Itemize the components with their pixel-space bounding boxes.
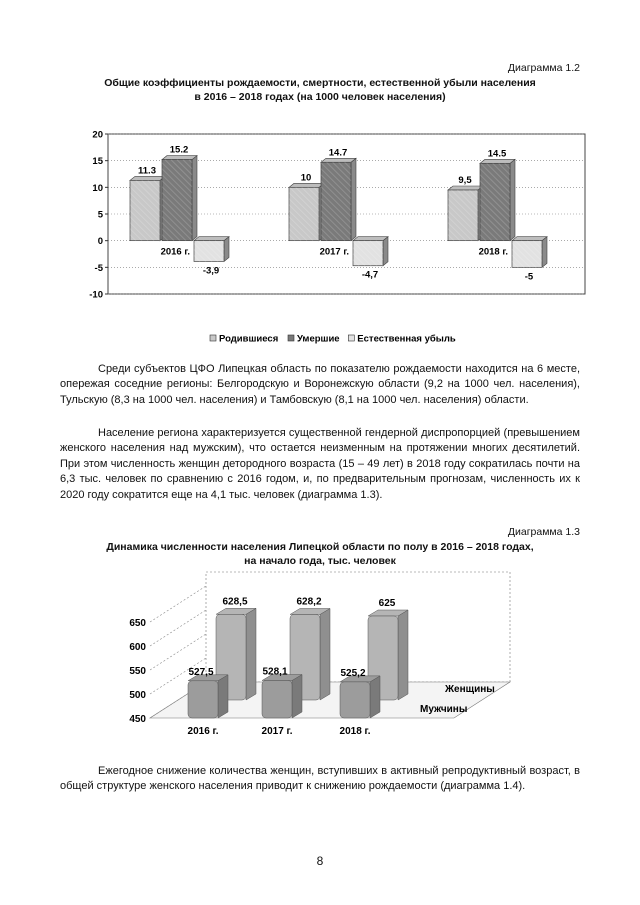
legend-label: Родившиеся [219, 333, 279, 345]
y-tick-label: 20 [92, 129, 103, 141]
bar-top [162, 156, 197, 160]
legend-swatch [288, 335, 294, 341]
bar-women-side [398, 610, 408, 700]
bar-side [383, 237, 388, 266]
data-label: -4,7 [361, 269, 379, 281]
bar-top [353, 237, 388, 241]
bar-men-side [370, 676, 380, 718]
data-label: 9,5 [458, 175, 472, 186]
bar-side [192, 156, 197, 241]
y-tick-label: 15 [92, 156, 103, 168]
data-label: 525,2 [340, 667, 366, 679]
chart-title-line1: Динамика численности населения Липецкой области по полу в 2016 – 2018 годах, [106, 541, 534, 553]
bar-men [188, 681, 218, 718]
y-tick-label: 600 [129, 642, 146, 653]
bar-top [194, 237, 229, 241]
chart-title [60, 540, 580, 568]
bar-side [351, 158, 356, 240]
diagram-label: Диаграмма 1.2 [507, 62, 580, 74]
chart-title-line2: на начало года, тыс. человек [244, 555, 396, 567]
y-tick-label: -5 [94, 262, 103, 274]
y-tick-label: -10 [89, 289, 103, 301]
bar-top [448, 186, 483, 190]
y-tick-label: 0 [97, 236, 103, 248]
data-label: 15.2 [169, 144, 189, 156]
data-label: 14.7 [328, 147, 348, 159]
gridline [150, 610, 206, 646]
bar-side [542, 237, 547, 268]
data-label: 628,2 [296, 596, 322, 608]
bar-men-side [218, 675, 228, 718]
category-label: 2018 г. [339, 726, 371, 737]
data-label: 527,5 [188, 666, 214, 678]
data-label: -3,9 [202, 265, 220, 277]
population-by-sex-chart [110, 570, 530, 740]
y-tick-label: 10 [92, 182, 103, 194]
category-label: 2017 г. [261, 726, 293, 737]
data-label: 628,5 [222, 596, 248, 608]
series-label-men: Мужчины [420, 704, 468, 715]
birth-death-chart [80, 122, 600, 354]
y-tick-label: 5 [97, 209, 103, 221]
data-label: 528,1 [262, 666, 288, 678]
gridline [150, 634, 206, 670]
series-label-women: Женщины [445, 684, 495, 695]
y-tick-label: 500 [129, 690, 146, 701]
data-label: 10 [300, 172, 312, 184]
chart-title [60, 76, 580, 104]
diagram-label: Диаграмма 1.3 [507, 526, 580, 538]
legend-label: Естественная убыль [357, 333, 456, 345]
legend-swatch [210, 335, 216, 341]
data-label: 11.3 [138, 165, 156, 177]
y-tick-label: 550 [129, 666, 146, 677]
bar-top [321, 158, 356, 162]
bar-top [512, 237, 547, 241]
category-label: 2016 г. [160, 246, 190, 258]
y-tick-label: 450 [129, 714, 146, 725]
bar-women-side [320, 608, 330, 700]
legend-swatch [348, 335, 354, 341]
paragraph-2: Население региона характеризуется существенной гендерной диспропорцией (превышением женского населения над мужским), что остается неизменным на протяжении многих десятилетий. При этом численность женщин детородного возраста (15 – 49 лет) в 2018 году сократилась почти на 6,3 тыс. человек по сравнению с 2016 годом, и, по предварительным прогнозам, численность их к 2020 году сократится еще на 4,1 тыс. человек (диаграмма 1.3). [60, 427, 580, 501]
data-label: 625 [378, 598, 396, 609]
legend-label: Умершие [297, 333, 340, 345]
paragraph-3: Ежегодное снижение количества женщин, вступивших в активный репродуктивный возраст, в общей структуре женского населения приводит к снижению рождаемости (диаграмма 1.4). [60, 765, 580, 793]
bar-men-side [292, 675, 302, 718]
bar-top [480, 159, 515, 163]
category-label: 2016 г. [187, 726, 219, 737]
page-number: 8 [316, 854, 324, 868]
bar-top [130, 176, 165, 180]
bar-top [289, 183, 324, 187]
bar-side [510, 159, 515, 240]
category-label: 2018 г. [478, 246, 508, 258]
data-label: -5 [524, 271, 534, 283]
gridline [150, 586, 206, 622]
chart-title-line2: в 2016 – 2018 годах (на 1000 человек населения) [194, 91, 446, 103]
bar-men [262, 681, 292, 718]
chart-title-line1: Общие коэффициенты рождаемости, смертности, естественной убыли населения [104, 77, 536, 89]
paragraph-1: Среди субъектов ЦФО Липецкая область по показателю рождаемости находится на 6 месте, опережая соседние регионы: Белгородскую и Воронежскую области (9,2 на 1000 чел. населения), Тульскую (8,3 на 1000 чел. населения) и Тамбовскую (8,1 на 1000 чел. населения) области. [60, 363, 580, 406]
bar-men [340, 682, 370, 718]
bar-women-side [246, 608, 256, 700]
data-label: 14.5 [487, 148, 507, 160]
category-label: 2017 г. [319, 246, 349, 258]
y-tick-label: 650 [129, 618, 146, 629]
